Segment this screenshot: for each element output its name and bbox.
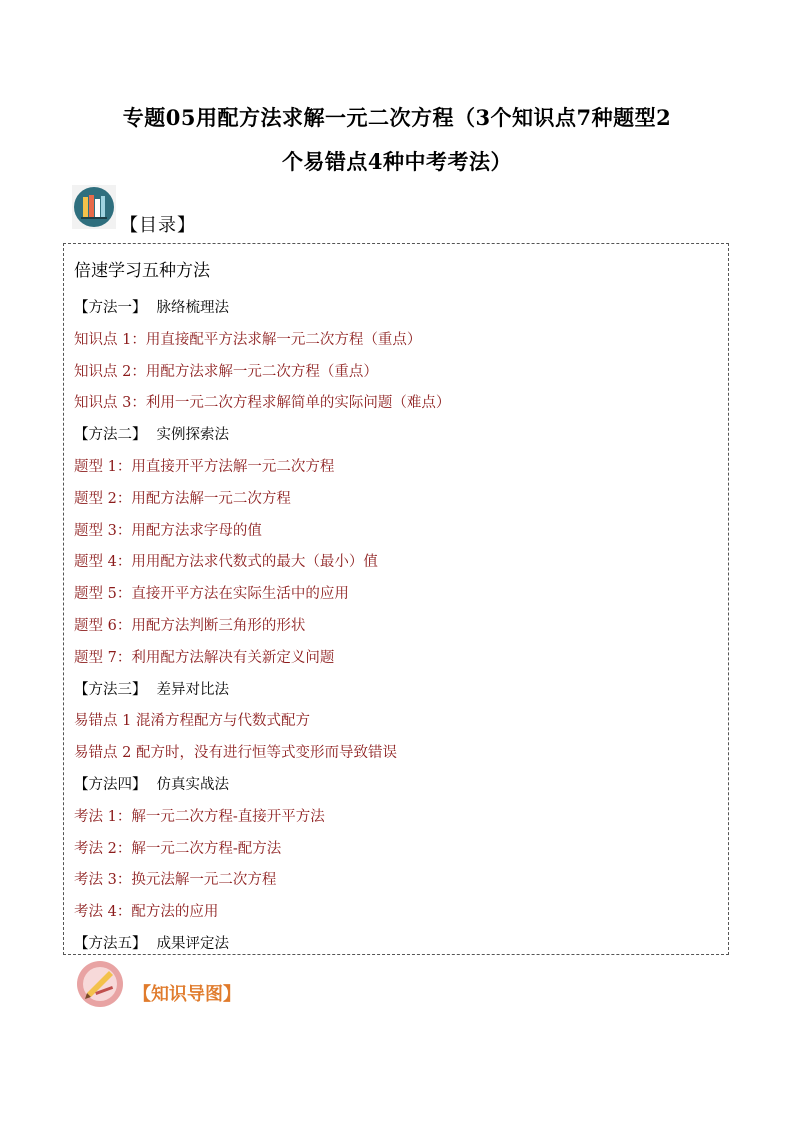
toc-label: 【目录】 bbox=[120, 215, 196, 236]
toc-item-link[interactable]: 考法 4：配方法的应用 bbox=[74, 904, 219, 921]
toc-item-link[interactable]: 题型 2：用配方法解一元二次方程 bbox=[74, 490, 291, 507]
toc-item-link[interactable]: 题型 6：用配方法判断三角形的形状 bbox=[74, 618, 306, 634]
toc-method-heading[interactable] bbox=[74, 296, 229, 317]
toc-method-name: 脉络梳理法 bbox=[156, 300, 229, 316]
toc-item-link[interactable]: 题型 5：直接开平方法在实际生活中的应用 bbox=[74, 586, 349, 603]
toc-method-name: 成果评定法 bbox=[156, 936, 229, 952]
toc-item-link[interactable]: 题型 3：用配方法求字母的值 bbox=[74, 522, 262, 539]
pencil-ruler-icon bbox=[75, 959, 125, 1009]
toc-method-name: 差异对比法 bbox=[156, 681, 229, 698]
toc-item-link[interactable]: 知识点 1：用直接配平方法求解一元二次方程（重点） bbox=[74, 331, 422, 348]
toc-method-bracket: 【方法五】 bbox=[74, 936, 147, 952]
toc-item-link[interactable]: 易错点 1 混淆方程配方与代数式配方 bbox=[74, 713, 310, 730]
toc-item-link[interactable]: 知识点 2：用配方法求解一元二次方程（重点） bbox=[74, 363, 378, 380]
toc-method-name: 实例探索法 bbox=[156, 427, 229, 444]
toc-header bbox=[72, 182, 196, 236]
books-icon bbox=[72, 185, 116, 229]
toc-item-link[interactable]: 知识点 3：利用一元二次方程求解简单的实际问题（难点） bbox=[74, 395, 451, 412]
toc-method-heading[interactable] bbox=[74, 932, 229, 953]
toc-item-link[interactable]: 题型 7：利用配方法解决有关新定义问题 bbox=[74, 649, 335, 666]
mind-map-label: 【知识导图】 bbox=[133, 984, 241, 1005]
toc-method-heading[interactable] bbox=[74, 678, 229, 699]
toc-item-link[interactable]: 考法 1：解一元二次方程-直接开平方法 bbox=[74, 808, 325, 825]
mind-map-header bbox=[75, 958, 241, 1010]
toc-box bbox=[63, 243, 729, 955]
toc-item-link[interactable]: 题型 1：用直接开平方法解一元二次方程 bbox=[74, 459, 335, 475]
toc-lead: 倍速学习五种方法 bbox=[74, 261, 210, 281]
toc-item-link[interactable]: 易错点 2 配方时，没有进行恒等式变形而导致错误 bbox=[74, 745, 397, 762]
toc-method-heading[interactable] bbox=[74, 773, 229, 794]
toc-item-link[interactable]: 考法 3：换元法解一元二次方程 bbox=[74, 872, 277, 889]
toc-item-link[interactable]: 题型 4：用用配方法求代数式的最大（最小）值 bbox=[74, 554, 378, 571]
toc-method-bracket: 【方法四】 bbox=[74, 777, 147, 793]
title-line-2: 个易错点4种中考考法） bbox=[281, 149, 513, 174]
toc-method-heading[interactable] bbox=[74, 423, 229, 444]
toc-item-link[interactable]: 考法 2：解一元二次方程-配方法 bbox=[74, 840, 282, 857]
title-line-1: 专题05用配方法求解一元二次方程（3个知识点7种题型2 bbox=[122, 105, 672, 130]
toc-method-bracket: 【方法三】 bbox=[74, 681, 147, 698]
document-title bbox=[70, 96, 724, 184]
toc-method-bracket: 【方法一】 bbox=[74, 300, 147, 316]
toc-method-bracket: 【方法二】 bbox=[74, 427, 147, 444]
toc-method-name: 仿真实战法 bbox=[156, 777, 229, 793]
